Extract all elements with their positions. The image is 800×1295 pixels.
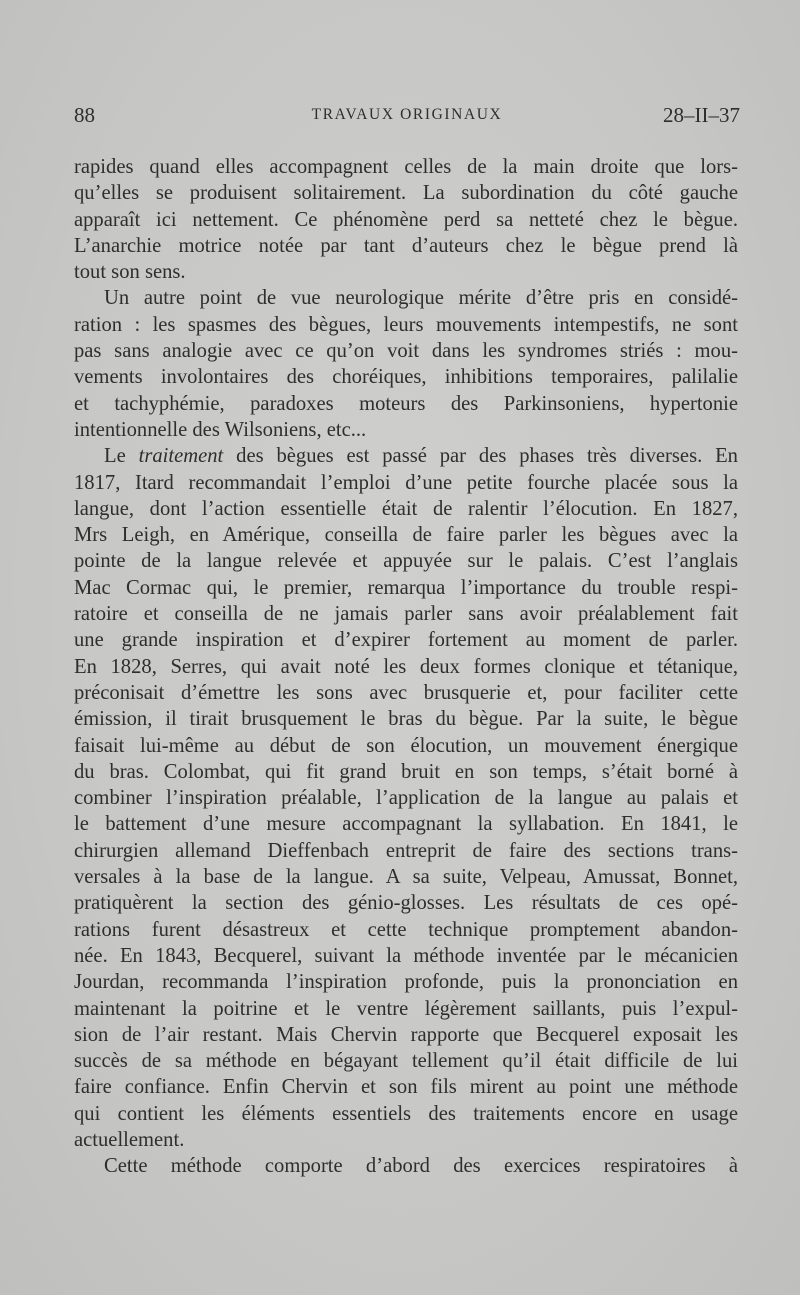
text-line: Jourdan, recommanda l’inspiration profonde, puis la prononciation en — [74, 971, 738, 994]
text-line: rations furent désastreux et cette technique promptement abandon- — [74, 918, 738, 941]
text-line: le battement d’une mesure accompagnant la syllabation. En 1841, le — [74, 813, 738, 836]
text-line-rest: des bègues est passé par des phases très diverses. En — [236, 445, 738, 468]
text-line: ratoire et conseilla de ne jamais parler sans avoir préalablement fait — [74, 603, 738, 626]
text-line: L’anarchie motrice notée par tant d’auteurs chez le bègue prend là — [74, 234, 738, 257]
text-line: Cette méthode comporte d’abord des exercices respiratoires à — [104, 1155, 738, 1178]
text-line: 1817, Itard recommandait l’emploi d’une petite fourche placée sous la — [74, 471, 738, 494]
text-line: préconisait d’émettre les sons avec brusquerie et, pour faciliter cette — [74, 681, 738, 704]
text-line: apparaît ici nettement. Ce phénomène perd sa netteté chez le bègue. — [74, 208, 738, 231]
text-line: rapides quand elles accompagnent celles de la main droite que lors- — [74, 156, 738, 178]
text-line: du bras. Colombat, qui fit grand bruit en son temps, s’était borné à — [74, 760, 738, 783]
text-line: une grande inspiration et d’expirer fortement au moment de parler. — [74, 629, 738, 652]
text-line: versales à la base de la langue. A sa suite, Velpeau, Amussat, Bonnet, — [74, 866, 738, 889]
text-line: et tachyphémie, paradoxes moteurs des Parkinsoniens, hypertonie — [74, 392, 738, 415]
text-line: combiner l’inspiration préalable, l’application de la langue au palais et — [74, 787, 738, 810]
text-line: langue, dont l’action essentielle était de ralentir l’élocution. En 1827, — [74, 497, 738, 520]
text-line: pratiquèrent la section des génio-glosses. Les résultats de ces opé- — [74, 892, 738, 915]
body-text — [74, 154, 738, 1180]
word-le: Le — [104, 445, 126, 468]
text-line: faire confiance. Enfin Chervin et son fils mirent au point une méthode — [74, 1076, 738, 1099]
text-line: intentionnelle des Wilsoniens, etc... — [74, 418, 367, 441]
text-line-treatment — [74, 443, 738, 469]
text-line: pas sans analogie avec ce qu’on voit dans les syndromes striés : mou- — [74, 340, 738, 363]
text-line: tout son sens. — [74, 261, 186, 284]
page-number: 88 — [74, 103, 95, 127]
text-line: Mac Cormac qui, le premier, remarqua l’importance du trouble respi- — [74, 576, 738, 599]
text-line: Un autre point de vue neurologique mérite d’être pris en considé- — [104, 287, 738, 310]
issue-date: 28–II–37 — [663, 103, 740, 127]
text-line: qui contient les éléments essentiels des traitements encore en usage — [74, 1102, 738, 1125]
text-line: sion de l’air restant. Mais Chervin rapporte que Becquerel exposait les — [74, 1023, 738, 1046]
text-line: ration : les spasmes des bègues, leurs mouvements intempestifs, ne sont — [74, 313, 738, 336]
section-title: TRAVAUX ORIGINAUX — [311, 106, 503, 123]
text-line: En 1828, Serres, qui avait noté les deux formes clonique et tétanique, — [74, 655, 738, 678]
text-line: succès de sa méthode en bégayant tellement qu’il était difficile de lui — [74, 1050, 738, 1073]
text-line: vements involontaires des choréiques, inhibitions temporaires, palilalie — [74, 366, 738, 389]
text-line: maintenant la poitrine et le ventre légèrement saillants, puis l’expul- — [74, 997, 738, 1020]
text-line: pointe de la langue relevée et appuyée sur le palais. C’est l’anglais — [74, 550, 738, 573]
text-line: émission, il tirait brusquement le bras du bègue. Par la suite, le bègue — [74, 708, 738, 731]
text-line: actuellement. — [74, 1128, 185, 1151]
italic-traitement: traitement — [138, 445, 224, 468]
text-line: qu’elles se produisent solitairement. La subordination du côté gauche — [74, 182, 738, 205]
running-header — [74, 103, 740, 137]
text-line: Mrs Leigh, en Amérique, conseilla de faire parler les bègues avec la — [74, 524, 738, 547]
text-line: faisait lui-même au début de son élocution, un mouvement énergique — [74, 734, 738, 757]
text-line: chirurgien allemand Dieffenbach entreprit de faire des sections trans- — [74, 839, 738, 862]
text-line: née. En 1843, Becquerel, suivant la méthode inventée par le mécanicien — [74, 944, 738, 967]
